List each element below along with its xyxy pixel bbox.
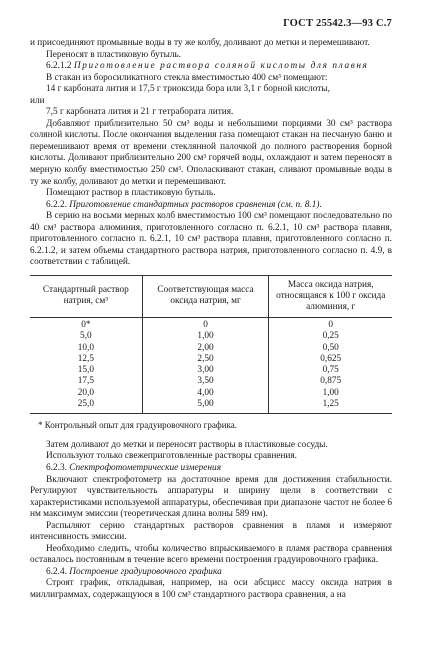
paragraph: Необходимо следить, чтобы количество впрыскиваемого в пламя раствора сравнения оставалось постоянным в течение всего времени построения градуировочного графика. [30,543,392,566]
page-header: ГОСТ 25542.3—93 С.7 [283,18,392,29]
table-cell: 1,00 [269,388,392,399]
table-row [30,343,392,354]
table-body [30,317,392,413]
document-body [30,38,392,602]
paragraph: Помещают раствор в пластиковую бутыль. [46,188,216,199]
section-number: 6.2.3. [46,462,67,473]
section-title: Спектрофотометрические измерения [69,462,222,473]
table-cell: 12,5 [77,353,94,364]
table-footnote: * Контрольный опыт для градуировочного графика. [38,420,237,431]
table-cell: 0,875 [269,376,392,387]
table-cell: 5,00 [142,399,269,414]
table-cell: 15,0 [77,365,94,376]
table-cell: 10,0 [77,342,94,353]
table-cell: 0,25 [269,331,392,342]
table-row [30,317,392,331]
paragraph: и присоединяют промывные воды в ту же колбу, доливают до метки и перемешивают. [30,38,370,48]
table-cell: 3,00 [142,365,269,376]
table-cell: 0,625 [269,354,392,365]
table-cell: 2,50 [142,354,269,365]
paragraph: Используют только свежеприготовленные растворы сравнения. [46,451,298,462]
table-row [30,376,392,387]
paragraph: 7,5 г карбоната лития и 21 г тетрабората лития. [46,107,234,118]
table-row [30,399,392,414]
section-title: Приготовление стандартных растворов сравнения (см. п. 8.1). [69,199,322,210]
table-cell: 4,00 [142,388,269,399]
paragraph: 14 г карбоната лития и 17,5 г триоксида бора или 3,1 г борной кислоты, [46,84,330,95]
section-heading [30,61,392,73]
table-cell: 1,00 [142,331,269,342]
paragraph: В серию на восьми мерных колб вместимостью 100 см³ помещают последовательно по 40 см³ раствора алюминия, приготовленного согласно п. 6.2.1, 10 см³ раствора плавня, приготовленного согласно п. 6.2.1, 10 см³ раствора плавня, приготовленного согласно п. 6.2.1.2, и затем объемы стандартного раствора натрия, приготовленного согласно п. 4.9, в соответствии с таблицей. [30,211,392,268]
section-heading [30,463,392,475]
section-number: 6.2.2. [46,199,67,210]
standards-table [30,275,392,414]
table-cell: 5,0 [80,331,92,342]
table-cell: 0 [142,317,269,331]
table-header-cell: Масса оксида натрия, относящаяся к 100 г оксида алюминия, г [269,275,392,317]
paragraph: Включают спектрофотометр на достаточное время для достижения стабильности. Регулируют чувствительность аппаратуры и ширину щели в соответствии с характеристиками используемой аппаратуры, обеспечивая при диапазоне частот не более 6 нм максимум эмиссии (теоретическая длина волны 589 нм). [30,474,392,520]
section-number: 6.2.4. [46,566,67,577]
section-number: 6.2.1.2 [46,61,72,72]
table-cell: 0,75 [269,365,392,376]
table-cell: 2,00 [142,343,269,354]
table-row [30,354,392,365]
paragraph: Затем доливают до метки и переносят растворы в пластиковые сосуды. [46,439,328,450]
table-cell: 0,50 [269,343,392,354]
section-heading [30,200,392,212]
table-cell: 20,0 [77,387,94,398]
section-title: Построение градуировочного графика [69,566,222,577]
table-row [30,331,392,342]
paragraph: Добавляют приблизительно 50 см³ воды и небольшими порциями 30 см³ раствора соляной кислоты. После окончания выделения газа помещают стакан на песчаную баню и перемешивают время от времени стеклянной палочкой до полного растворения борной кислоты. Доливают приблизительно 200 см³ горячей воды, охлаждают и затем переносят в мерную колбу вместимостью 250 см³. Ополаскивают стакан, сливают промывные воды в ту же колбу, доливают до метки и перемешивают. [30,118,392,187]
table-cell: 0* [81,319,91,330]
table-header-row [30,275,392,317]
table-cell: 3,50 [142,376,269,387]
paragraph: Строят график, откладывая, например, на оси абсцисс массу оксида натрия в миллиграммах, содержащуюся в 100 см³ стандартного раствора сравнения, а на [30,578,392,600]
table-cell: 1,25 [269,399,392,414]
section-heading [30,567,392,579]
paragraph: или [30,95,45,106]
table-cell: 17,5 [77,376,94,387]
paragraph: Переносят в пластиковую бутыль. [46,49,182,60]
section-title: Приготовление раствора соляной кислоты для плавня [73,61,369,72]
table-cell: 25,0 [30,399,142,414]
table-header-cell: Стандартный раствор натрия, см³ [30,275,142,317]
paragraph: Распыляют серию стандартных растворов сравнения в пламя и измеряют интенсивность эмиссии. [30,520,392,543]
table-row [30,388,392,399]
table-cell: 0 [269,317,392,331]
paragraph: В стакан из боросиликатного стекла вместимостью 400 см³ помещают: [46,72,328,83]
table-row [30,365,392,376]
table-header-cell: Соответствующая масса оксида натрия, мг [142,275,269,317]
